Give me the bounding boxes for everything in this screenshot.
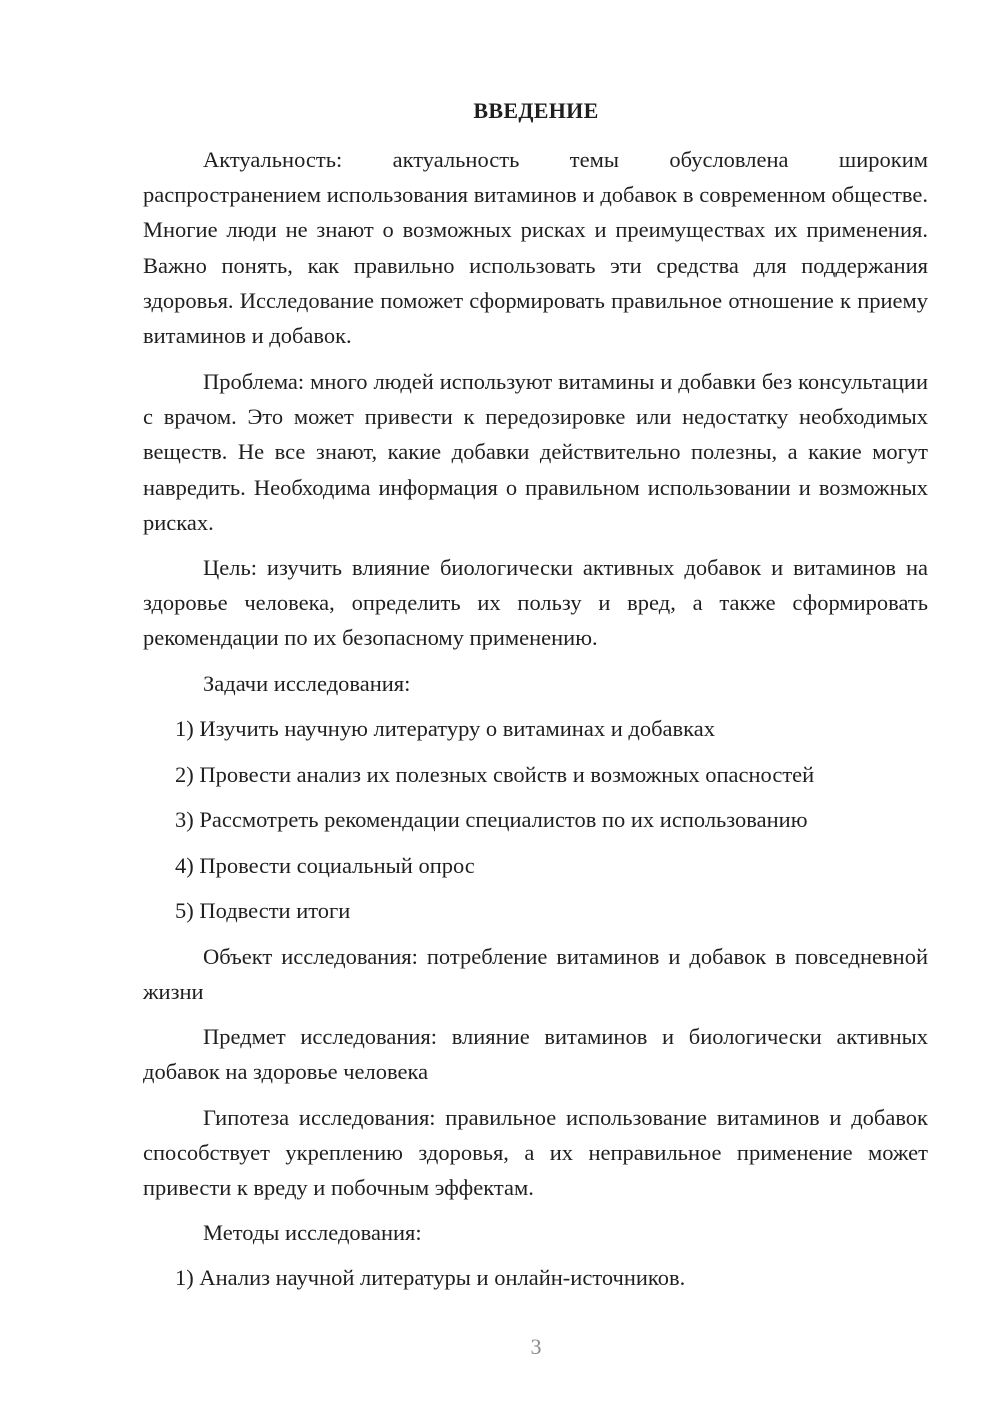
task-item: 1) Изучить научную литературу о витаминах и добавках	[175, 716, 715, 741]
task-item: 4) Провести социальный опрос	[175, 853, 475, 878]
page-number: 3	[530, 1334, 542, 1359]
task-item: 5) Подвести итоги	[175, 898, 351, 923]
goal-paragraph: Цель: изучить влияние биологически активных добавок и витаминов на здоровье человека, определить их пользу и вред, а также сформировать рекомендации по их безопасному применению.	[143, 555, 928, 651]
page-heading: ВВЕДЕНИЕ	[473, 98, 599, 123]
tasks-label: Задачи исследования:	[203, 671, 411, 696]
hypothesis-paragraph: Гипотеза исследования: правильное использование витаминов и добавок способствует укреплению здоровья, а их неправильное применение может привести к вреду и побочным эффектам.	[143, 1105, 928, 1201]
relevance-paragraph: Актуальность: актуальность темы обусловлена широким распространением использования витаминов и добавок в современном обществе. Многие люди не знают о возможных рисках и преимуществах их применения. Важно понять, как правильно использовать эти средства для поддержания здоровья. Исследование поможет сформировать правильное отношение к приему витаминов и добавок.	[143, 147, 928, 349]
task-item: 2) Провести анализ их полезных свойств и возможных опасностей	[175, 762, 815, 787]
task-item: 3) Рассмотреть рекомендации специалистов по их использованию	[175, 807, 808, 832]
method-item: 1) Анализ научной литературы и онлайн-источников.	[175, 1265, 686, 1290]
problem-paragraph: Проблема: много людей используют витамины и добавки без консультации с врачом. Это может привести к передозировке или недостатку необходимых веществ. Не все знают, какие добавки действительно полезны, а какие могут навредить. Необходима информация о правильном использовании и возможных рисках.	[143, 369, 928, 535]
object-paragraph: Объект исследования: потребление витаминов и добавок в повседневной жизни	[143, 944, 928, 1005]
subject-paragraph: Предмет исследования: влияние витаминов и биологически активных добавок на здоровье человека	[143, 1024, 928, 1085]
methods-label: Методы исследования:	[203, 1220, 422, 1245]
